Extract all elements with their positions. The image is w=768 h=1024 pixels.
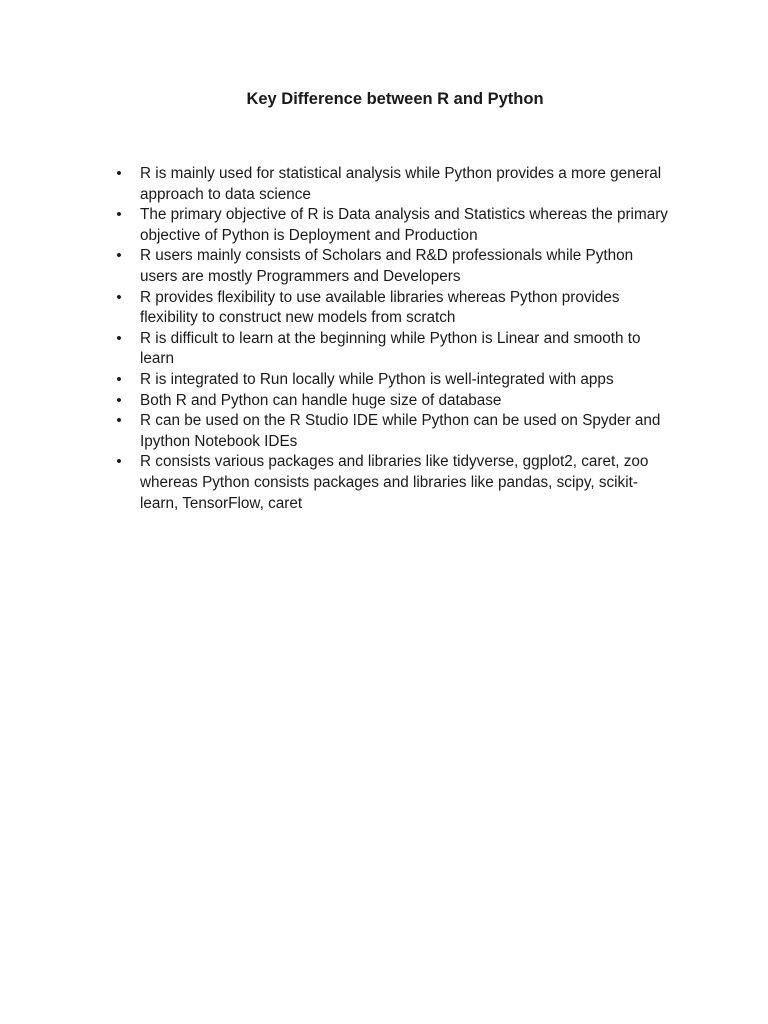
bullet-icon: • xyxy=(116,288,122,306)
list-item-text: R provides flexibility to use available libraries whereas Python provides flexibility to construct new models from scratch xyxy=(140,288,620,327)
bullet-icon: • xyxy=(116,391,122,409)
list-item xyxy=(114,452,674,514)
list-item-text: R can be used on the R Studio IDE while Python can be used on Spyder and Ipython Notebook IDEs xyxy=(140,412,661,450)
document-title: Key Difference between R and Python xyxy=(246,90,544,108)
list-item xyxy=(114,411,674,452)
difference-list xyxy=(114,164,674,514)
list-item xyxy=(114,370,674,391)
list-item xyxy=(114,205,674,246)
list-item xyxy=(114,391,674,412)
bullet-icon: • xyxy=(116,329,122,347)
bullet-icon: • xyxy=(116,206,122,224)
list-item xyxy=(114,329,674,370)
list-item-text: Both R and Python can handle huge size of database xyxy=(140,391,502,409)
list-item-text: R is integrated to Run locally while Python is well-integrated with apps xyxy=(140,370,614,388)
bullet-icon: • xyxy=(116,412,122,430)
list-item-text: R is difficult to learn at the beginning while Python is Linear and smooth to learn xyxy=(140,329,641,368)
list-item xyxy=(114,164,674,205)
list-item-text: R consists various packages and libraries like tidyverse, ggplot2, caret, zoo whereas Python consists packages and libraries like pandas, scipy, scikit-learn, TensorFlow, caret xyxy=(140,453,649,512)
bullet-icon: • xyxy=(116,370,122,388)
list-item xyxy=(114,246,674,287)
bullet-icon: • xyxy=(116,165,122,182)
bullet-icon: • xyxy=(116,453,122,471)
list-item-text: The primary objective of R is Data analysis and Statistics whereas the primary objective of Python is Deployment and Production xyxy=(140,206,668,244)
bullet-icon: • xyxy=(116,247,122,265)
list-item xyxy=(114,288,674,329)
list-item-text: R users mainly consists of Scholars and R&D professionals while Python users are mostly Programmers and Developers xyxy=(140,247,634,285)
list-item-text: R is mainly used for statistical analysis while Python provides a more general approach to data science xyxy=(140,165,662,203)
